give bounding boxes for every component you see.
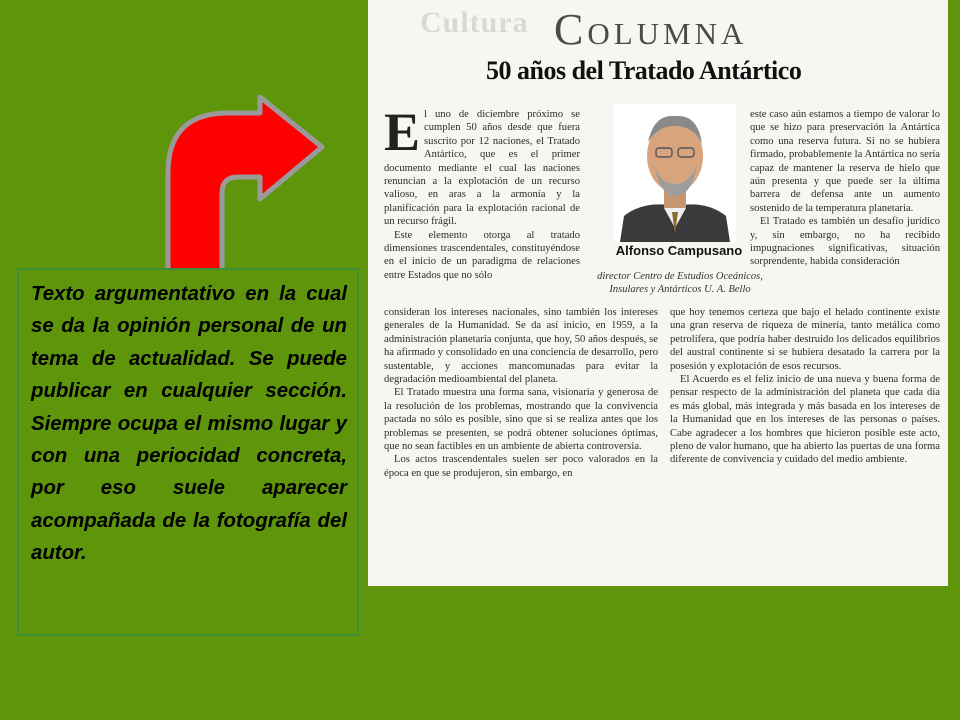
article-column-3 <box>750 108 940 269</box>
article-column-1 <box>384 102 580 282</box>
paragraph: El Acuerdo es el feliz inicio de una nueva y buena forma de pensar respecto de la administración del planeta que cada día es más global, más integrada y más basada en los intereses de la Humanidad que en los intereses de las personas o países. Cabe agradecer a los hombres que hicieron posible este acto, pleno de valor humano, que ha abierto las puertas de una forma diferente de convivencia y cuidado del medio ambiente. <box>670 374 940 466</box>
paragraph: l uno de diciembre próximo se cumplen 50 años desde que fuera suscrito por 12 naciones, el Tratado Antártico, que es el primer documento mediante el cual las naciones renuncian a la explotación de un recurso valioso, en aras a la armonía y la planificación para la explotación racional de un recurso frágil. <box>384 109 580 228</box>
author-photo <box>614 104 736 242</box>
drop-cap: E <box>384 102 421 162</box>
column-section-label: Columna <box>554 5 748 54</box>
red-arrow-icon <box>150 95 330 285</box>
article-column-2 <box>384 306 658 480</box>
paragraph: Este elemento otorga al tratado dimensiones trascendentales, constituyéndose en el inicio de un paradigma de relaciones entre Estados que no sólo <box>384 229 580 281</box>
paragraph: El Tratado es también un desafío jurídico y, sin embargo, no ha recibido impugnaciones significativas, situación sorprendente, habida consideración <box>750 216 940 268</box>
annotation-textbox: Texto argumentativo en la cual se da la opinión personal de un tema de actualidad. Se puede publicar en cualquier sección. Siempre ocupa el mismo lugar y con una periocidad concreta, por eso suele aparecer acompañada de la fotografía del autor. <box>17 268 359 636</box>
paragraph: consideran los intereses nacionales, sino también los intereses generales de la Humanidad. Se da así inicio, en 1959, a la administración planetaria conjunta, que hoy, 50 años después, se ha afirmado y consolidado en una conciencia de desarrollo, pero sustentable, y acciones mancomunadas para evitar la degradación medioambiental del planeta. <box>384 307 658 386</box>
article-title: 50 años del Tratado Antártico <box>486 56 802 85</box>
paragraph: este caso aún estamos a tiempo de valorar lo que se hizo para preservación la Antártica como una reserva futura. Si no se hubiera firmado, probablemente la Antártica no sería capaz de mantener la reserva de hielo que aún presenta y que puede ser la última barrera de defensa ante un aumento sostenido de la temperatura planetaria. <box>750 109 940 214</box>
faded-section-header: Cultura <box>420 6 529 39</box>
paragraph: Los actos trascendentales suelen ser poco valorados en la época en que se produjeron, sin embargo, en <box>384 454 658 479</box>
paragraph: que hoy tenemos certeza que bajo el helado continente existe una gran reserva de riqueza de minería, tanto metálica como petrolífera, que podría haber destruido los delicados equilibrios del austral continente si se hubiera desatado la carrera por la posesión y explotación de esos recursos. <box>670 307 940 372</box>
paragraph: El Tratado muestra una forma sana, visionaria y generosa de la resolución de los problemas, mostrando que la convivencia pactada no sólo es posible, sino que si se realiza antes que los problemas se presenten, se podrá obtener soluciones óptimas, que no sean factibles en un ambiente de abierta controversia. <box>384 387 658 453</box>
article-column-4 <box>670 306 940 467</box>
author-role: director Centro de Estudios Oceánicos, Insulares y Antárticos U. A. Bello <box>597 271 763 295</box>
newspaper-column-clipping <box>368 0 948 586</box>
author-name: Alfonso Campusano <box>615 243 743 258</box>
